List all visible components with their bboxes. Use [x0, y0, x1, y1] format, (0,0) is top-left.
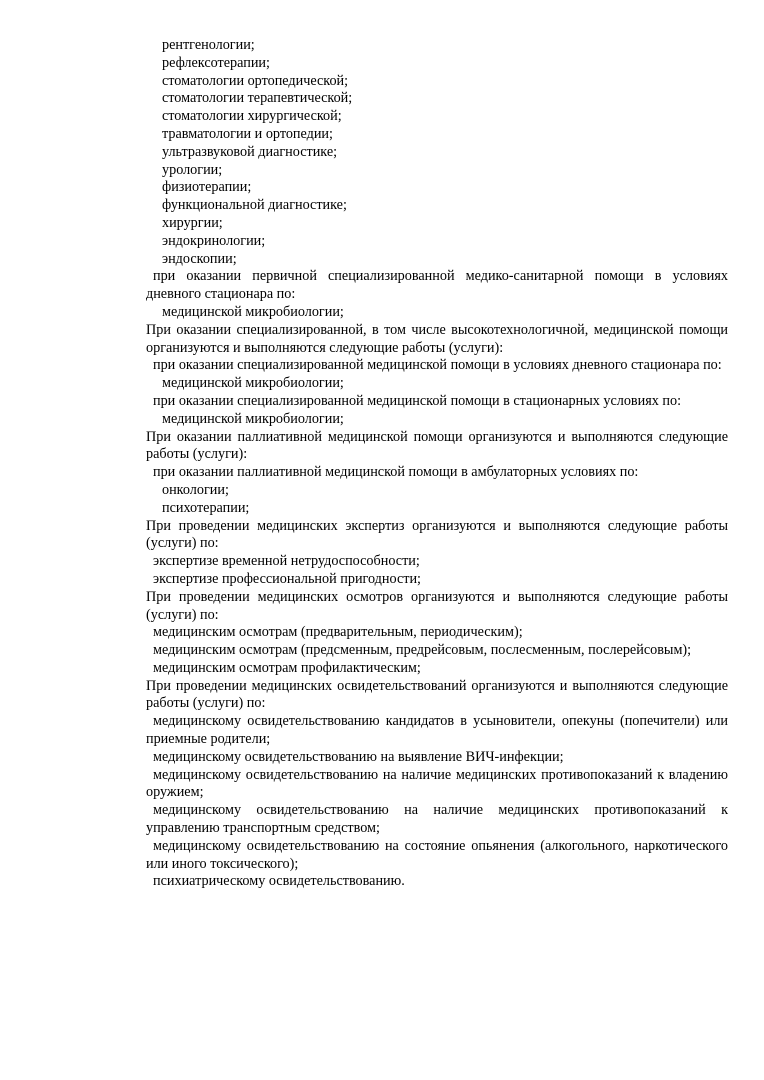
document-list-item: медицинским осмотрам профилактическим; [153, 659, 421, 676]
document-paragraph: медицинским осмотрам (предсменным, предрейсовым, послесменным, послерейсовым); [153, 642, 692, 659]
document-list-item: медицинской микробиологии; [162, 410, 344, 427]
document-list-item: психотерапии; [162, 499, 250, 516]
document-paragraph: При оказании специализированной, в том числе высокотехнологичной, медицинской помощи организуются и выполняются следующие работы (услуги): [146, 321, 728, 356]
document-list-item: рефлексотерапии; [162, 54, 270, 71]
document-list-item: эндоскопии; [162, 250, 237, 267]
document-list-item: при оказании паллиативной медицинской помощи в амбулаторных условиях по: [153, 464, 639, 481]
document-list-item: стоматологии терапевтической; [162, 90, 353, 107]
document-paragraph: при оказании первичной специализированной медико-санитарной помощи в условиях дневного стационара по: [146, 268, 728, 303]
document-list-item: стоматологии ортопедической; [162, 72, 349, 89]
document-paragraph: При проведении медицинских осмотров организуются и выполняются следующие работы (услуги) по: [146, 588, 728, 623]
document-body [146, 37, 728, 891]
document-paragraph: При проведении медицинских экспертиз организуются и выполняются следующие работы (услуги) по: [146, 517, 728, 552]
document-paragraph: медицинскому освидетельствованию на наличие медицинских противопоказаний к управлению транспортным средством; [146, 802, 728, 837]
document-list-item: стоматологии хирургической; [162, 108, 342, 125]
document-paragraph: медицинскому освидетельствованию кандидатов в усыновители, опекуны (попечители) или приемные родители; [146, 713, 728, 748]
document-list-item: экспертизе профессиональной пригодности; [153, 570, 421, 587]
document-list-item: ультразвуковой диагностике; [162, 143, 338, 160]
document-list-item: медицинской микробиологии; [162, 375, 344, 392]
document-list-item: психиатрическому освидетельствованию. [153, 873, 405, 890]
document-paragraph: При оказании паллиативной медицинской помощи организуются и выполняются следующие работы (услуги): [146, 428, 728, 463]
document-list-item: функциональной диагностике; [162, 197, 347, 214]
document-paragraph: медицинскому освидетельствованию на наличие медицинских противопоказаний к владению оружием; [146, 766, 728, 801]
document-list-item: физиотерапии; [162, 179, 252, 196]
document-list-item: медицинской микробиологии; [162, 303, 344, 320]
document-paragraph: при оказании специализированной медицинской помощи в условиях дневного стационара по: [153, 357, 722, 374]
document-list-item: хирургии; [162, 214, 223, 231]
document-list-item: рентгенологии; [162, 37, 255, 53]
document-paragraph: при оказании специализированной медицинской помощи в стационарных условиях по: [153, 392, 682, 409]
document-list-item: экспертизе временной нетрудоспособности; [153, 553, 420, 570]
document-paragraph: медицинскому освидетельствованию на состояние опьянения (алкогольного, наркотического или иного токсического); [146, 837, 728, 872]
document-list-item: травматологии и ортопедии; [162, 125, 333, 142]
document-list-item: эндокринологии; [162, 232, 266, 249]
document-list-item: онкологии; [162, 481, 229, 498]
document-list-item: медицинским осмотрам (предварительным, периодическим); [153, 624, 523, 641]
document-list-item: урологии; [162, 161, 223, 178]
document-paragraph: При проведении медицинских освидетельствований организуются и выполняются следующие работы (услуги) по: [146, 677, 728, 712]
document-list-item: медицинскому освидетельствованию на выявление ВИЧ-инфекции; [153, 748, 564, 765]
